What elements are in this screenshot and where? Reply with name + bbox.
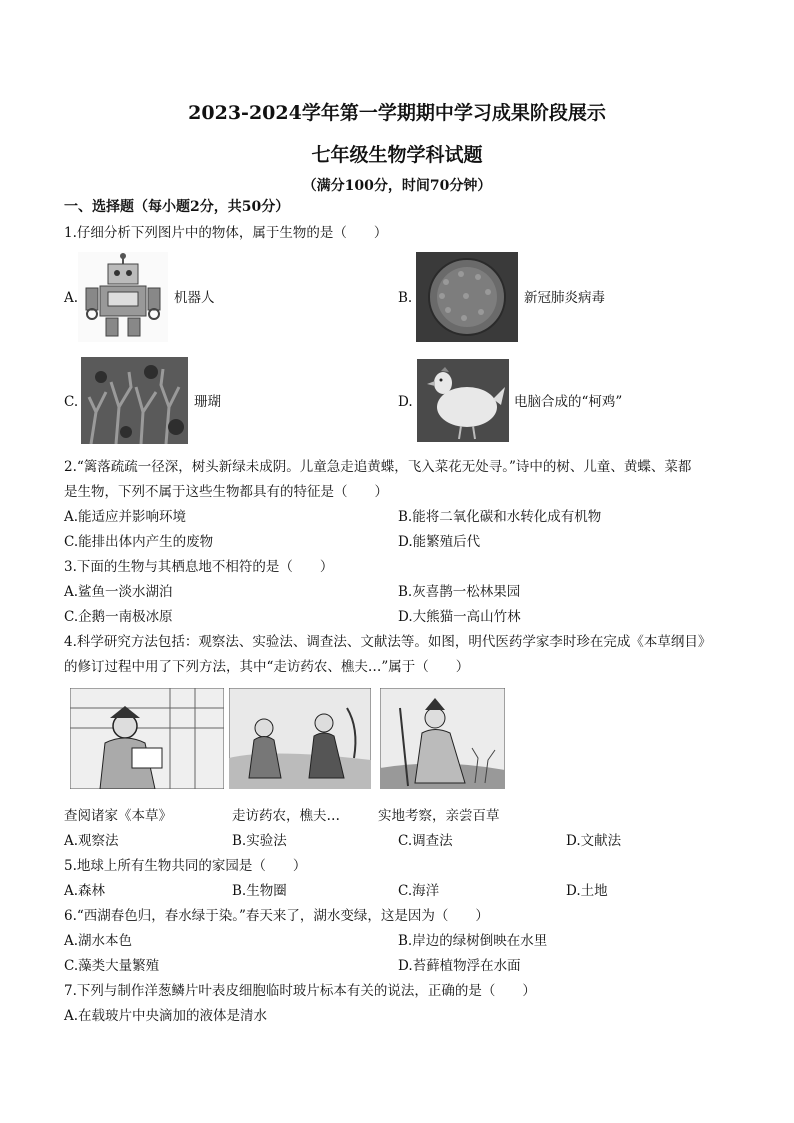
q3-option-b: B.灰喜鹊一松林果园 (398, 584, 521, 600)
q7-option-a: A.在载玻片中央滴加的液体是清水 (64, 1008, 268, 1024)
q5-option-d: D.土地 (566, 883, 608, 899)
q3-option-c: C.企鹅一南极冰原 (64, 609, 173, 625)
q1-option-a-letter: A. (64, 290, 79, 306)
q6-option-a: A.湖水本色 (64, 933, 133, 949)
section-heading: 一、选择题（每小题2分，共50分） (64, 199, 290, 215)
q2-option-a: A.能适应并影响环境 (64, 509, 187, 525)
virus-icon (416, 252, 518, 342)
q2-option-d: D.能繁殖后代 (398, 534, 481, 550)
question-5-stem: 5.地球上所有生物共同的家园是（ ） (64, 858, 307, 874)
q1-option-c-text: 珊瑚 (194, 394, 221, 410)
q5-option-c: C.海洋 (398, 883, 440, 899)
exam-title: 2023-2024学年第一学期期中学习成果阶段展示 (188, 102, 606, 124)
q5-option-b: B.生物圈 (232, 883, 287, 899)
q4-option-d: D.文献法 (566, 833, 622, 849)
q3-option-a: A.鲨鱼一淡水湖泊 (64, 584, 173, 600)
q4-caption-3: 实地考察，亲尝百草 (378, 808, 500, 824)
q1-option-a-text: 机器人 (174, 290, 215, 306)
q2-option-c: C.能排出体内产生的废物 (64, 534, 214, 550)
q4-option-b: B.实验法 (232, 833, 287, 849)
q4-caption-1: 查阅诸家《本草》 (64, 808, 172, 824)
question-3-stem: 3.下面的生物与其栖息地不相符的是（ ） (64, 559, 334, 575)
question-4-stem-line2: 的修订过程中用了下列方法，其中“走访药农、樵夫…”属于（ ） (64, 659, 470, 675)
q4-option-a: A.观察法 (64, 833, 119, 849)
robot-icon (78, 252, 168, 342)
exam-subject-title: 七年级生物学科试题 (311, 144, 483, 166)
q1-option-d-text: 电脑合成的“柯鸡” (514, 394, 623, 410)
illustration-reading-books (70, 688, 224, 789)
question-4-stem-line1: 4.科学研究方法包括：观察法、实验法、调查法、文献法等。如图，明代医药学家李时珍在完成《本草纲目》 (64, 634, 712, 650)
q1-option-c-letter: C. (64, 394, 79, 410)
illustration-visiting-farmers (229, 688, 371, 789)
q6-option-b: B.岸边的绿树倒映在水里 (398, 933, 548, 949)
question-6-stem: 6.“西湖春色归，春水绿于染。”春天来了，湖水变绿，这是因为（ ） (64, 908, 489, 924)
question-1-stem: 1.仔细分析下列图片中的物体，属于生物的是（ ） (64, 225, 388, 241)
chicken-icon (417, 359, 509, 442)
exam-score-time: （满分100分，时间70分钟） (302, 178, 492, 194)
question-2-stem-line1: 2.“篱落疏疏一径深，树头新绿未成阴。儿童急走追黄蝶，飞入菜花无处寻。”诗中的树、儿童、黄蝶、菜都 (64, 459, 692, 475)
q4-caption-2: 走访药农，樵夫… (232, 808, 340, 824)
q2-option-b: B.能将二氧化碳和水转化成有机物 (398, 509, 602, 525)
illustration-tasting-herbs (380, 688, 505, 789)
q6-option-c: C.藻类大量繁殖 (64, 958, 160, 974)
q5-option-a: A.森林 (64, 883, 106, 899)
q6-option-d: D.苔藓植物浮在水面 (398, 958, 521, 974)
q3-option-d: D.大熊猫一高山竹林 (398, 609, 521, 625)
q1-option-d-letter: D. (398, 394, 413, 410)
q1-option-b-letter: B. (398, 290, 413, 306)
question-7-stem: 7.下列与制作洋葱鳞片叶表皮细胞临时玻片标本有关的说法，正确的是（ ） (64, 983, 536, 999)
q4-option-c: C.调查法 (398, 833, 453, 849)
coral-icon (81, 357, 188, 444)
q1-option-b-text: 新冠肺炎病毒 (524, 290, 605, 306)
question-2-stem-line2: 是生物，下列不属于这些生物都具有的特征是（ ） (64, 484, 388, 500)
